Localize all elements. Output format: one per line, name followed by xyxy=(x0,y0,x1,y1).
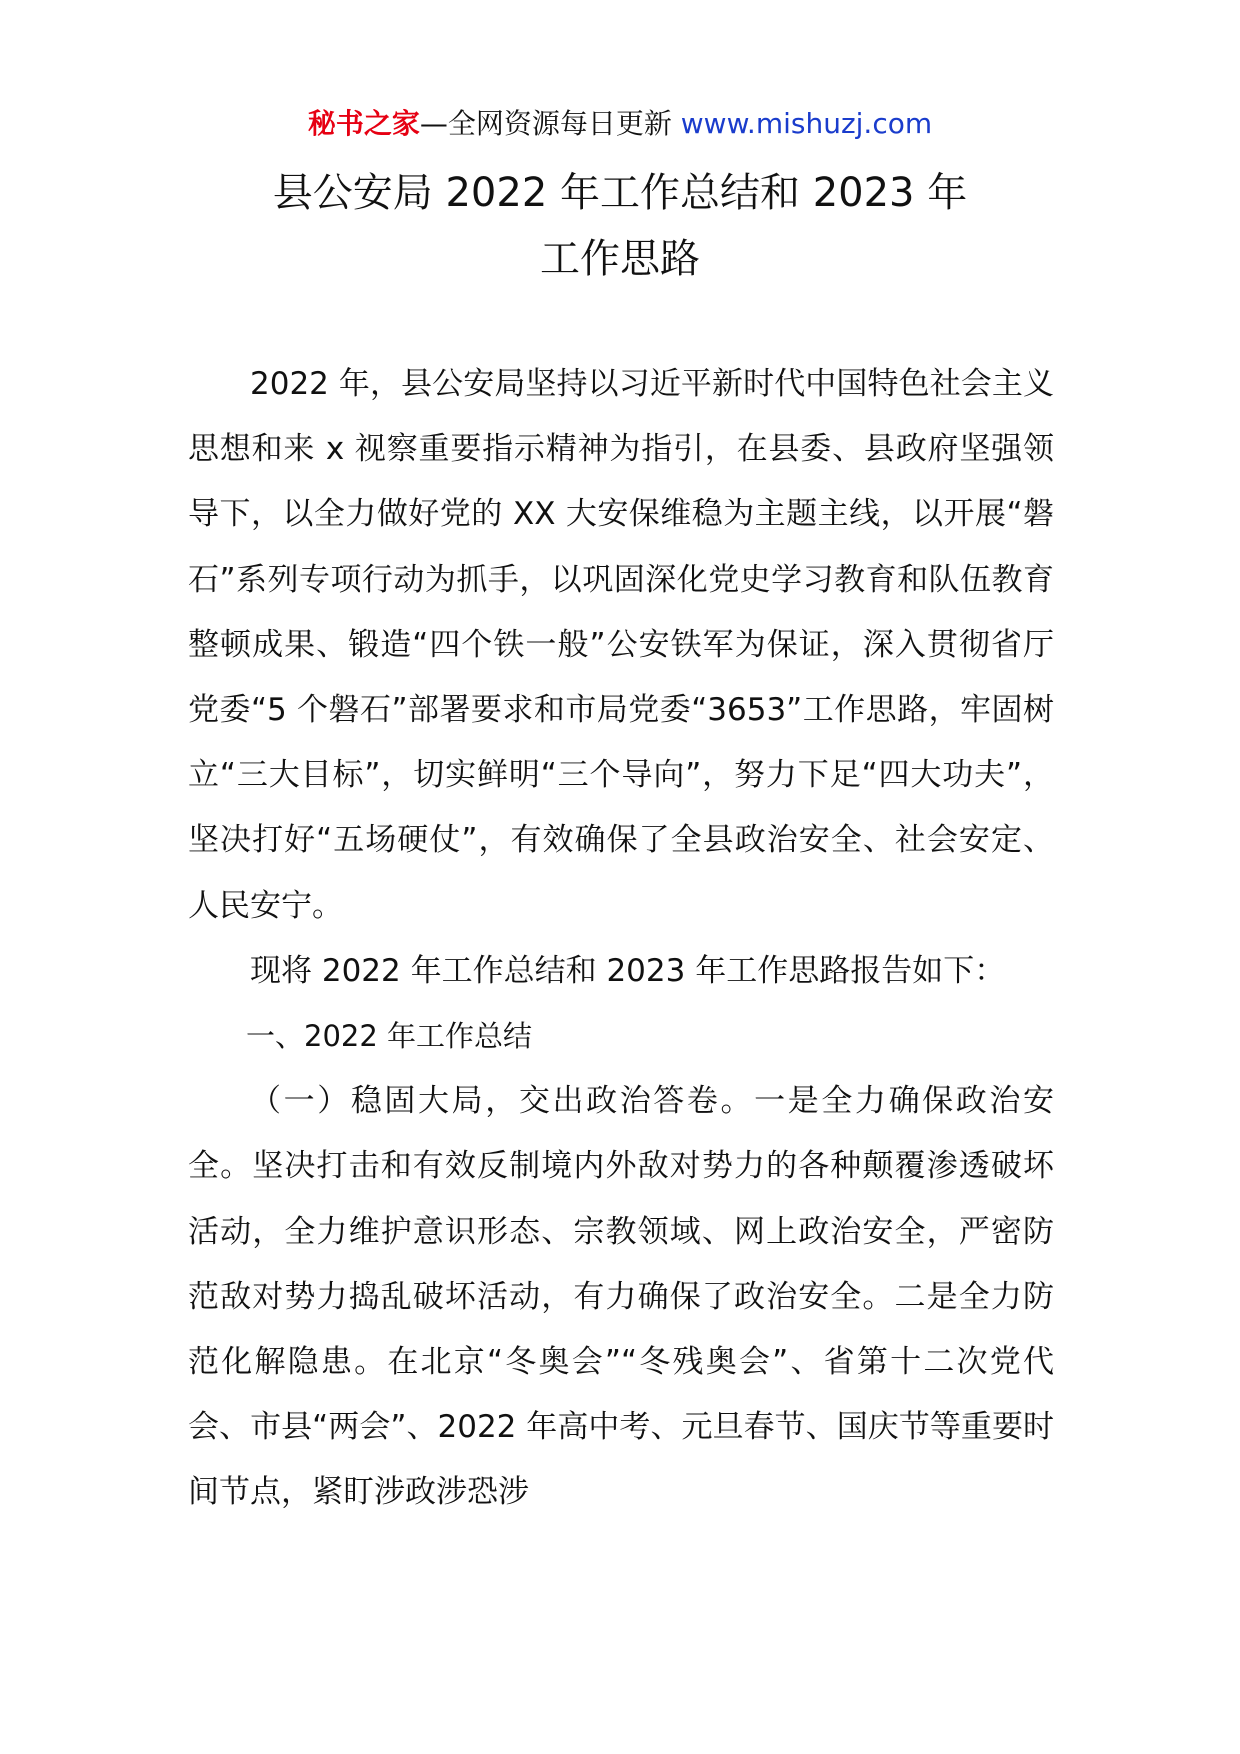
site-brand: 秘书之家 xyxy=(307,107,420,140)
title-line-1: 县公安局 2022 年工作总结和 2023 年 xyxy=(272,170,968,216)
title-line-2: 工作思路 xyxy=(540,236,700,282)
site-tagline: —全网资源每日更新 xyxy=(419,107,681,140)
section-paragraph: （一）稳固大局，交出政治答卷。一是全力确保政治安全。坚决打击和有效反制境内外敌对势力的各种颠覆渗透破坏活动，全力维护意识形态、宗教领域、网上政治安全，严密防范敌对势力捣乱破坏活动，有力确保了政治安全。二是全力防范化解隐患。在北京“冬奥会”“冬残奥会”、省第十二次党代会、市县“两会”、2022 年高中考、元旦春节、国庆节等重要时间节点，紧盯涉政涉恐涉 xyxy=(188,1083,1054,1511)
document-body xyxy=(188,352,1054,1526)
section-heading: 一、2022 年工作总结 xyxy=(246,1019,533,1054)
site-header xyxy=(0,100,1240,148)
intro-paragraph: 2022 年，县公安局坚持以习近平新时代中国特色社会主义思想和来 x 视察重要指示精神为指引，在县委、县政府坚强领导下，以全力做好党的 XX 大安保维稳为主题主线，以开展“磐石”系列专项行动为抓手，以巩固深化党史学习教育和队伍教育整顿成果、锻造“四个铁一般”公安铁军为保证，深入贯彻省厅党委“5 个磐石”部署要求和市局党委“3653”工作思路，牢固树立“三大目标”，切实鲜明“三个导向”，努力下足“四大功夫”，坚决打好“五场硬仗”，有效确保了全县政治安全、社会安定、人民安宁。 xyxy=(188,366,1054,924)
site-url-link[interactable]: www.mishuzj.com xyxy=(680,107,933,140)
document-title xyxy=(0,160,1240,292)
report-lead-paragraph: 现将 2022 年工作总结和 2023 年工作思路报告如下： xyxy=(250,952,1006,989)
